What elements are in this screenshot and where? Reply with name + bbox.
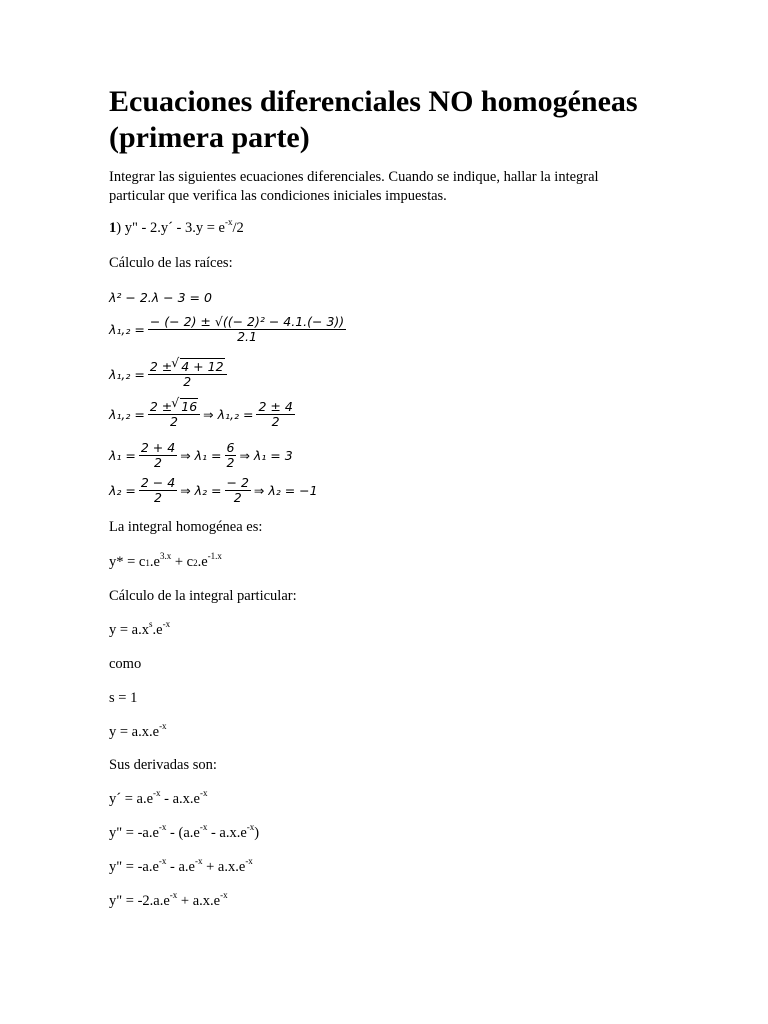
como-text: como: [109, 656, 142, 672]
root-1: λ₁ = $\frac{2 + 4}{2}$ ⇒ λ₁ = $\frac{6}{2}$ ⇒ λ₁ = 3: [109, 439, 293, 470]
characteristic-equation: λ² − 2.λ − 3 = 0: [109, 289, 212, 305]
particular-form: $y = a.x^s.e^{-x}$: [109, 619, 171, 638]
intro-paragraph: Integrar las siguientes ecuaciones diferenciales. Cuando se indique, hallar la integral particular que verifica las condiciones iniciales impuestas.: [109, 169, 599, 204]
second-derivative-2: y" = $-a.e^{-x} - a.e^{-x} + a.x.e^{-x}$: [109, 856, 253, 875]
second-derivative-3: y" = $-2.a.e^{-x} + a.x.e^{-x}$: [109, 890, 228, 909]
roots-heading: Cálculo de las raíces:: [109, 255, 233, 271]
s-value: s = 1: [109, 690, 138, 706]
derivatives-heading: Sus derivadas son:: [109, 757, 217, 773]
fraction: $\frac{\text{− (− 2) ± √((− 2)² − 4.1.(− 3))}}{2.1}$: [149, 313, 345, 344]
particular-solution: $y = a.x.e^{-x}$: [109, 721, 167, 740]
second-derivative-1: y" = $-a.e^{-x} - (a.e^{-x} - a.x.e^{-x})$: [109, 822, 260, 841]
root-2: λ₂ = $\frac{2 - 4}{2}$ ⇒ λ₂ = $\frac{- 2}{2}$ ⇒ λ₂ = −1: [109, 474, 318, 505]
roots-step-1: λ₁,₂ = $\frac{2 \pm√ 4 + 12}{2}$: [109, 357, 230, 391]
problem-statement: 1) y" - 2.y´ - $3.y = e^{-x}/2$: [109, 217, 244, 236]
roots-step-2: λ₁,₂ = $\frac{2 \pm√ 16}{2}$ ⇒ λ₁,₂ = $\frac{2 \pm 4}{2}$: [109, 397, 298, 431]
page-title: Ecuaciones diferenciales NO homogéneas (primera parte): [109, 85, 638, 154]
problem-number: 1: [109, 220, 117, 236]
homogeneous-integral: $y* = c1.e^{3.x} + c2.e^{-1.x}$: [109, 551, 222, 570]
particular-heading: Cálculo de la integral particular:: [109, 588, 297, 604]
roots-formula: λ₁,₂ = $\frac{\text{− (− 2) ± √((− 2)² − 4.1.(− 3))}}{2.1}$: [109, 313, 345, 344]
homogeneous-heading: La integral homogénea es:: [109, 519, 263, 535]
first-derivative: y´ = $a.e^{-x} - a.x.e^{-x}$: [109, 788, 208, 807]
